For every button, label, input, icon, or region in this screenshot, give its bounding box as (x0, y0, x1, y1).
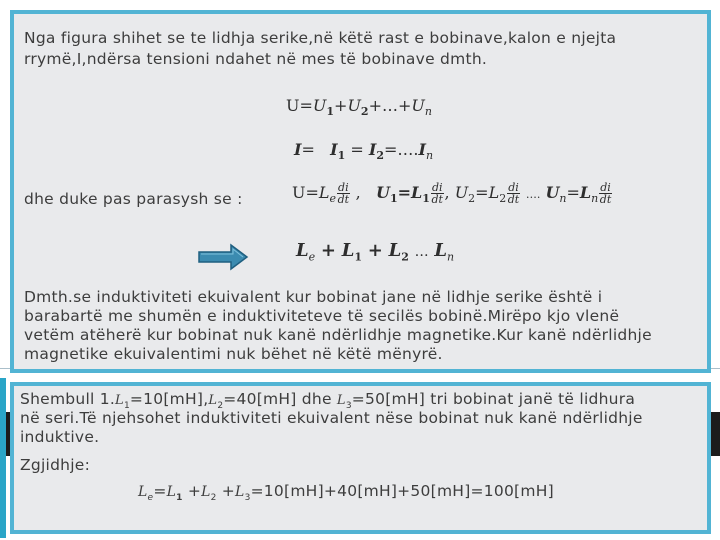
intro-line-2: rrymë,I,ndërsa tensioni ndahet në mes të bobinave dmth. (24, 50, 488, 68)
background-accent-bar (0, 378, 6, 538)
inductive-voltage-equations: $U=L_e$ $\frac{di}{dt}$ , $U_1=L_1$ $\frac{di}{dt}$ , $U_2=L_2$ $\frac{di}{dt}$ …. $U_n=L_n$ $\frac{di}{dt}$ (292, 181, 612, 206)
example-line-1: Shembull $1.L_1=10[mH],L_2=40[mH]$ dhe $L_3=50[mH]$ tri bobinat janë të lidhura (20, 390, 636, 412)
solution-label: Zgjidhje: (20, 456, 91, 474)
current-equation: $I= I_1$ = $I_2=\dots.I_n$ (294, 140, 434, 163)
example-line-3: induktive. (20, 428, 100, 446)
equivalent-inductance-equation: $L_e + L_1 + L_2$ … $L_n$ (296, 240, 455, 264)
conclusion-line-2: barabartë me shumën e induktiviteteve të secilës bobinë.Mirëpo kjo vlenë (24, 307, 620, 325)
example-text-box (10, 382, 711, 534)
solution-equation: $L_e=L_1 +L_2 +L_3=10[mH]+40[mH]+50[mH]=100[mH]$ (138, 482, 554, 504)
voltage-sum-equation: $U=U_1+U_2+\dots+U_n$ (286, 96, 432, 119)
intro-line-1: Nga figura shihet se te lidhja serike,në këtë rast e bobinave,kalon e njejta (24, 29, 617, 47)
conclusion-line-4: magnetike ekuivalentimi nuk bëhet në këtë mënyrë. (24, 345, 443, 363)
conclusion-line-1: Dmth.se induktiviteti ekuivalent kur bobinat jane në lidhje serike është i (24, 288, 603, 306)
right-arrow-icon (197, 242, 249, 272)
series-connection-text-box (10, 10, 711, 373)
condition-label: dhe duke pas parasysh se : (24, 190, 243, 208)
conclusion-line-3: vetëm atëherë kur bobinat nuk kanë ndërlidhje magnetike.Kur kanë ndërlidhje (24, 326, 652, 344)
example-line-2: në seri.Të njehsohet induktiviteti ekuivalent nëse bobinat nuk kanë ndërlidhje (20, 409, 643, 427)
